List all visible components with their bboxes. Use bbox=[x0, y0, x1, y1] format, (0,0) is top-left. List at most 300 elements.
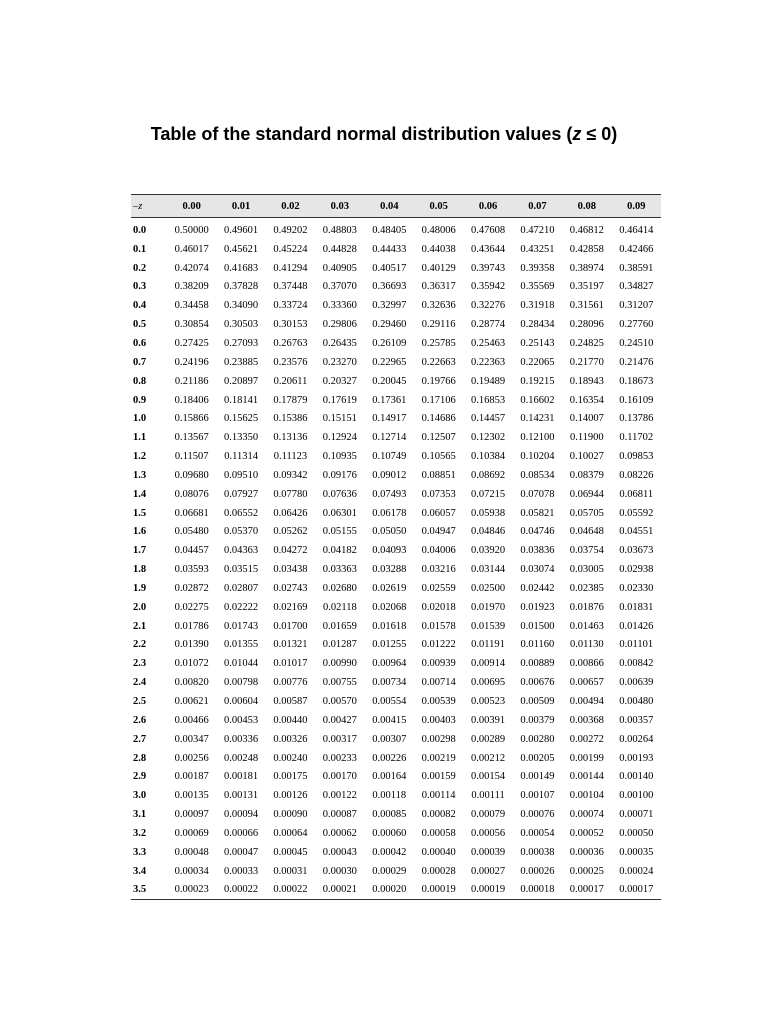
probability-cell: 0.00036 bbox=[569, 846, 604, 858]
probability-cell: 0.09680 bbox=[174, 469, 209, 481]
probability-cell: 0.07780 bbox=[273, 488, 308, 500]
probability-cell: 0.00090 bbox=[273, 809, 308, 821]
probability-cell: 0.00047 bbox=[224, 846, 259, 858]
probability-cell: 0.00539 bbox=[421, 696, 456, 708]
probability-cell: 0.04093 bbox=[372, 545, 407, 557]
probability-cell: 0.14457 bbox=[470, 413, 506, 425]
probability-cell: 0.06552 bbox=[224, 507, 259, 519]
probability-cell: 0.00069 bbox=[174, 827, 209, 839]
probability-cell: 0.00058 bbox=[421, 827, 456, 839]
probability-cell: 0.25143 bbox=[520, 337, 555, 349]
probability-cell: 0.27425 bbox=[174, 337, 209, 349]
probability-cell: 0.21476 bbox=[619, 356, 654, 368]
probability-cell: 0.00368 bbox=[569, 714, 604, 726]
z-value-cell: 2.2 bbox=[133, 639, 147, 651]
probability-cell: 0.00045 bbox=[273, 846, 308, 858]
probability-cell: 0.00031 bbox=[273, 865, 308, 877]
probability-cell: 0.01786 bbox=[174, 620, 209, 632]
table-row bbox=[131, 391, 661, 410]
probability-cell: 0.05938 bbox=[470, 507, 506, 519]
probability-cell: 0.00126 bbox=[273, 790, 308, 802]
probability-cell: 0.00071 bbox=[619, 809, 654, 821]
probability-cell: 0.43644 bbox=[470, 243, 506, 255]
probability-cell: 0.19215 bbox=[520, 375, 555, 387]
probability-cell: 0.00019 bbox=[414, 881, 463, 900]
probability-cell: 0.17879 bbox=[273, 394, 308, 406]
z-value-cell: 0.8 bbox=[133, 375, 147, 387]
z-value-cell: 3.2 bbox=[133, 827, 147, 839]
table-row bbox=[131, 579, 661, 598]
probability-cell: 0.03673 bbox=[619, 545, 654, 557]
header-row bbox=[131, 195, 661, 218]
probability-cell: 0.00149 bbox=[520, 771, 555, 783]
z-value-cell: 0.1 bbox=[133, 243, 147, 255]
probability-cell: 0.46812 bbox=[569, 224, 604, 236]
z-value-cell: 3.1 bbox=[133, 809, 147, 821]
probability-cell: 0.19489 bbox=[470, 375, 506, 387]
z-value-cell: 1.7 bbox=[133, 545, 147, 557]
probability-cell: 0.26763 bbox=[273, 337, 308, 349]
probability-cell: 0.04457 bbox=[174, 545, 209, 557]
probability-cell: 0.08226 bbox=[619, 469, 654, 481]
probability-cell: 0.22363 bbox=[470, 356, 506, 368]
probability-cell: 0.00019 bbox=[463, 881, 512, 900]
probability-cell: 0.00028 bbox=[421, 865, 456, 877]
probability-cell: 0.01578 bbox=[421, 620, 456, 632]
z-value-cell: 3.0 bbox=[133, 790, 147, 802]
table-row bbox=[131, 654, 661, 673]
probability-cell: 0.00494 bbox=[569, 696, 604, 708]
probability-cell: 0.08076 bbox=[174, 488, 209, 500]
probability-cell: 0.03005 bbox=[569, 564, 604, 576]
probability-cell: 0.32636 bbox=[421, 300, 456, 312]
probability-cell: 0.12302 bbox=[470, 432, 506, 444]
probability-cell: 0.00026 bbox=[520, 865, 555, 877]
probability-cell: 0.18406 bbox=[174, 394, 209, 406]
probability-cell: 0.14231 bbox=[520, 413, 555, 425]
z-value-cell: 1.8 bbox=[133, 564, 147, 576]
probability-cell: 0.06178 bbox=[372, 507, 407, 519]
probability-cell: 0.00820 bbox=[174, 677, 209, 689]
probability-cell: 0.03216 bbox=[421, 564, 456, 576]
probability-cell: 0.23576 bbox=[273, 356, 308, 368]
probability-cell: 0.09853 bbox=[619, 451, 654, 463]
probability-cell: 0.01321 bbox=[273, 639, 308, 651]
probability-cell: 0.00114 bbox=[421, 790, 456, 802]
z-value-cell: 0.4 bbox=[133, 300, 147, 312]
probability-cell: 0.00798 bbox=[224, 677, 259, 689]
probability-cell: 0.00082 bbox=[421, 809, 456, 821]
probability-cell: 0.00062 bbox=[322, 827, 357, 839]
probability-cell: 0.01426 bbox=[619, 620, 654, 632]
probability-cell: 0.01700 bbox=[273, 620, 308, 632]
column-header: 0.02 bbox=[266, 195, 315, 218]
z-value-cell: 2.0 bbox=[133, 601, 147, 613]
table-row bbox=[131, 372, 661, 391]
z-value-cell: 0.6 bbox=[133, 337, 147, 349]
probability-cell: 0.37828 bbox=[224, 281, 259, 293]
table-row bbox=[131, 334, 661, 353]
z-value-cell: 0.9 bbox=[133, 394, 147, 406]
probability-cell: 0.02385 bbox=[569, 582, 604, 594]
probability-cell: 0.48006 bbox=[421, 224, 456, 236]
probability-cell: 0.00990 bbox=[322, 658, 357, 670]
z-value-cell: 1.3 bbox=[133, 469, 147, 481]
probability-cell: 0.00054 bbox=[520, 827, 555, 839]
probability-cell: 0.01044 bbox=[224, 658, 259, 670]
probability-cell: 0.04648 bbox=[569, 526, 604, 538]
column-header: 0.07 bbox=[513, 195, 562, 218]
probability-cell: 0.01970 bbox=[470, 601, 506, 613]
probability-cell: 0.00676 bbox=[520, 677, 555, 689]
probability-cell: 0.44828 bbox=[322, 243, 357, 255]
table-row bbox=[131, 259, 661, 278]
probability-cell: 0.04272 bbox=[273, 545, 308, 557]
probability-cell: 0.01355 bbox=[224, 639, 259, 651]
probability-cell: 0.26109 bbox=[372, 337, 407, 349]
probability-cell: 0.13786 bbox=[619, 413, 654, 425]
probability-cell: 0.00695 bbox=[470, 677, 506, 689]
probability-cell: 0.00050 bbox=[619, 827, 654, 839]
probability-cell: 0.41683 bbox=[224, 262, 259, 274]
probability-cell: 0.00170 bbox=[322, 771, 357, 783]
probability-cell: 0.24196 bbox=[174, 356, 209, 368]
probability-cell: 0.49202 bbox=[273, 224, 308, 236]
probability-cell: 0.16109 bbox=[619, 394, 654, 406]
probability-cell: 0.11702 bbox=[619, 432, 654, 444]
probability-cell: 0.31918 bbox=[520, 300, 555, 312]
probability-cell: 0.03144 bbox=[470, 564, 506, 576]
probability-cell: 0.03836 bbox=[520, 545, 555, 557]
probability-cell: 0.23270 bbox=[322, 356, 357, 368]
probability-cell: 0.02222 bbox=[224, 601, 259, 613]
probability-cell: 0.00272 bbox=[569, 733, 604, 745]
table-row bbox=[131, 466, 661, 485]
z-value-cell: 1.9 bbox=[133, 582, 147, 594]
probability-cell: 0.19766 bbox=[421, 375, 456, 387]
probability-cell: 0.00307 bbox=[372, 733, 407, 745]
probability-cell: 0.35569 bbox=[520, 281, 555, 293]
column-header: 0.03 bbox=[315, 195, 364, 218]
table-body bbox=[131, 218, 661, 900]
probability-cell: 0.00187 bbox=[174, 771, 209, 783]
probability-cell: 0.00240 bbox=[273, 752, 308, 764]
probability-cell: 0.00914 bbox=[470, 658, 506, 670]
probability-cell: 0.41294 bbox=[273, 262, 308, 274]
probability-cell: 0.01463 bbox=[569, 620, 604, 632]
probability-cell: 0.03438 bbox=[273, 564, 308, 576]
probability-cell: 0.00219 bbox=[421, 752, 456, 764]
probability-cell: 0.00440 bbox=[273, 714, 308, 726]
probability-cell: 0.02872 bbox=[174, 582, 209, 594]
probability-cell: 0.01072 bbox=[174, 658, 209, 670]
probability-cell: 0.22065 bbox=[520, 356, 555, 368]
probability-cell: 0.05155 bbox=[322, 526, 357, 538]
title-suffix: ≤ 0) bbox=[581, 124, 618, 144]
probability-cell: 0.00131 bbox=[224, 790, 259, 802]
probability-cell: 0.10565 bbox=[421, 451, 456, 463]
probability-cell: 0.00022 bbox=[266, 881, 315, 900]
z-value-cell: 2.5 bbox=[133, 696, 147, 708]
probability-cell: 0.02807 bbox=[224, 582, 259, 594]
probability-cell: 0.02938 bbox=[619, 564, 654, 576]
probability-cell: 0.03288 bbox=[372, 564, 407, 576]
probability-cell: 0.05262 bbox=[273, 526, 308, 538]
probability-cell: 0.02619 bbox=[372, 582, 407, 594]
probability-cell: 0.00415 bbox=[372, 714, 407, 726]
probability-cell: 0.31561 bbox=[569, 300, 604, 312]
probability-cell: 0.10935 bbox=[322, 451, 357, 463]
probability-cell: 0.11507 bbox=[174, 451, 209, 463]
probability-cell: 0.45621 bbox=[224, 243, 259, 255]
probability-cell: 0.08851 bbox=[421, 469, 456, 481]
probability-cell: 0.21186 bbox=[174, 375, 209, 387]
probability-cell: 0.00264 bbox=[619, 733, 654, 745]
probability-cell: 0.00509 bbox=[520, 696, 555, 708]
probability-cell: 0.00453 bbox=[224, 714, 259, 726]
probability-cell: 0.00042 bbox=[372, 846, 407, 858]
table-row bbox=[131, 786, 661, 805]
page-title bbox=[0, 124, 768, 145]
probability-cell: 0.10204 bbox=[520, 451, 555, 463]
probability-cell: 0.38209 bbox=[174, 281, 209, 293]
probability-cell: 0.34090 bbox=[224, 300, 259, 312]
probability-cell: 0.21770 bbox=[569, 356, 604, 368]
probability-cell: 0.20045 bbox=[372, 375, 407, 387]
probability-cell: 0.13350 bbox=[224, 432, 259, 444]
probability-cell: 0.35942 bbox=[470, 281, 506, 293]
probability-cell: 0.17361 bbox=[372, 394, 407, 406]
column-header: 0.01 bbox=[216, 195, 265, 218]
table-row bbox=[131, 278, 661, 297]
probability-cell: 0.00107 bbox=[520, 790, 555, 802]
z-value-cell: 2.7 bbox=[133, 733, 147, 745]
probability-cell: 0.00175 bbox=[273, 771, 308, 783]
probability-cell: 0.27760 bbox=[619, 319, 654, 331]
probability-cell: 0.13567 bbox=[174, 432, 209, 444]
probability-cell: 0.14007 bbox=[569, 413, 604, 425]
probability-cell: 0.46414 bbox=[619, 224, 654, 236]
probability-cell: 0.02500 bbox=[470, 582, 506, 594]
probability-cell: 0.09012 bbox=[372, 469, 407, 481]
probability-cell: 0.09510 bbox=[224, 469, 259, 481]
column-header: 0.00 bbox=[167, 195, 216, 218]
probability-cell: 0.23885 bbox=[224, 356, 259, 368]
column-header: 0.05 bbox=[414, 195, 463, 218]
probability-cell: 0.00554 bbox=[372, 696, 407, 708]
probability-cell: 0.39358 bbox=[520, 262, 555, 274]
probability-cell: 0.00020 bbox=[365, 881, 414, 900]
probability-cell: 0.02442 bbox=[520, 582, 555, 594]
probability-cell: 0.08379 bbox=[569, 469, 604, 481]
probability-cell: 0.02118 bbox=[322, 601, 357, 613]
probability-cell: 0.00074 bbox=[569, 809, 604, 821]
probability-cell: 0.00085 bbox=[372, 809, 407, 821]
probability-cell: 0.07078 bbox=[520, 488, 555, 500]
probability-cell: 0.00939 bbox=[421, 658, 456, 670]
probability-cell: 0.05370 bbox=[224, 526, 259, 538]
probability-cell: 0.00025 bbox=[569, 865, 604, 877]
probability-cell: 0.00347 bbox=[174, 733, 209, 745]
title-variable: z bbox=[572, 124, 582, 144]
probability-cell: 0.00159 bbox=[421, 771, 456, 783]
probability-cell: 0.02169 bbox=[273, 601, 308, 613]
probability-cell: 0.29806 bbox=[322, 319, 357, 331]
probability-cell: 0.48405 bbox=[372, 224, 407, 236]
probability-cell: 0.00570 bbox=[322, 696, 357, 708]
probability-cell: 0.00043 bbox=[322, 846, 357, 858]
probability-cell: 0.00842 bbox=[619, 658, 654, 670]
table-row bbox=[131, 749, 661, 768]
probability-cell: 0.00776 bbox=[273, 677, 308, 689]
probability-cell: 0.03074 bbox=[520, 564, 555, 576]
probability-cell: 0.01539 bbox=[470, 620, 506, 632]
probability-cell: 0.01017 bbox=[273, 658, 308, 670]
probability-cell: 0.00100 bbox=[619, 790, 654, 802]
probability-cell: 0.02680 bbox=[322, 582, 357, 594]
probability-cell: 0.03363 bbox=[322, 564, 357, 576]
probability-cell: 0.00024 bbox=[619, 865, 654, 877]
probability-cell: 0.31207 bbox=[619, 300, 654, 312]
z-value-cell: 2.6 bbox=[133, 714, 147, 726]
probability-cell: 0.00193 bbox=[619, 752, 654, 764]
z-value-cell: 2.3 bbox=[133, 658, 147, 670]
probability-cell: 0.00064 bbox=[273, 827, 308, 839]
table-row bbox=[131, 636, 661, 655]
probability-cell: 0.00755 bbox=[322, 677, 357, 689]
probability-cell: 0.00018 bbox=[513, 881, 562, 900]
probability-cell: 0.00391 bbox=[470, 714, 506, 726]
z-value-cell: 2.1 bbox=[133, 620, 147, 632]
table-row bbox=[131, 296, 661, 315]
probability-cell: 0.07215 bbox=[470, 488, 506, 500]
probability-cell: 0.37448 bbox=[273, 281, 308, 293]
probability-cell: 0.01222 bbox=[421, 639, 456, 651]
probability-cell: 0.29460 bbox=[372, 319, 407, 331]
probability-cell: 0.01618 bbox=[372, 620, 407, 632]
probability-cell: 0.00023 bbox=[167, 881, 216, 900]
probability-cell: 0.44433 bbox=[372, 243, 407, 255]
table-row bbox=[131, 692, 661, 711]
probability-cell: 0.20327 bbox=[322, 375, 357, 387]
probability-cell: 0.00199 bbox=[569, 752, 604, 764]
probability-cell: 0.00040 bbox=[421, 846, 456, 858]
probability-cell: 0.00017 bbox=[562, 881, 611, 900]
probability-cell: 0.40905 bbox=[322, 262, 357, 274]
table-row bbox=[131, 353, 661, 372]
probability-cell: 0.04551 bbox=[619, 526, 654, 538]
probability-cell: 0.00523 bbox=[470, 696, 506, 708]
probability-cell: 0.00379 bbox=[520, 714, 555, 726]
probability-cell: 0.04363 bbox=[224, 545, 259, 557]
table-header bbox=[131, 195, 661, 218]
column-header: 0.09 bbox=[612, 195, 661, 218]
probability-cell: 0.16354 bbox=[569, 394, 604, 406]
probability-cell: 0.00144 bbox=[569, 771, 604, 783]
probability-cell: 0.14917 bbox=[372, 413, 407, 425]
z-value-cell: 3.5 bbox=[131, 881, 167, 900]
probability-cell: 0.40129 bbox=[421, 262, 456, 274]
z-value-cell: 2.4 bbox=[133, 677, 147, 689]
probability-cell: 0.00056 bbox=[470, 827, 506, 839]
probability-cell: 0.10749 bbox=[372, 451, 407, 463]
probability-cell: 0.42466 bbox=[619, 243, 654, 255]
table-row bbox=[131, 881, 661, 900]
probability-cell: 0.01130 bbox=[569, 639, 604, 651]
probability-cell: 0.03754 bbox=[569, 545, 604, 557]
probability-cell: 0.00135 bbox=[174, 790, 209, 802]
probability-cell: 0.16853 bbox=[470, 394, 506, 406]
probability-cell: 0.00233 bbox=[322, 752, 357, 764]
probability-cell: 0.33724 bbox=[273, 300, 308, 312]
probability-cell: 0.11123 bbox=[273, 451, 308, 463]
probability-cell: 0.00621 bbox=[174, 696, 209, 708]
probability-cell: 0.00427 bbox=[322, 714, 357, 726]
z-value-cell: 0.0 bbox=[133, 224, 147, 236]
probability-cell: 0.18943 bbox=[569, 375, 604, 387]
probability-cell: 0.00140 bbox=[619, 771, 654, 783]
probability-cell: 0.00164 bbox=[372, 771, 407, 783]
z-value-cell: 1.6 bbox=[133, 526, 147, 538]
probability-cell: 0.47608 bbox=[470, 224, 506, 236]
probability-cell: 0.02559 bbox=[421, 582, 456, 594]
probability-cell: 0.01287 bbox=[322, 639, 357, 651]
probability-cell: 0.04947 bbox=[421, 526, 456, 538]
probability-cell: 0.01191 bbox=[471, 639, 505, 651]
probability-cell: 0.05821 bbox=[520, 507, 555, 519]
probability-cell: 0.04846 bbox=[470, 526, 506, 538]
probability-cell: 0.25463 bbox=[470, 337, 506, 349]
probability-cell: 0.08534 bbox=[520, 469, 555, 481]
probability-cell: 0.10027 bbox=[569, 451, 604, 463]
probability-cell: 0.26435 bbox=[322, 337, 357, 349]
table-row bbox=[131, 711, 661, 730]
probability-cell: 0.24510 bbox=[619, 337, 654, 349]
probability-cell: 0.00035 bbox=[619, 846, 654, 858]
probability-cell: 0.02743 bbox=[273, 582, 308, 594]
probability-cell: 0.01101 bbox=[619, 639, 654, 651]
table-row bbox=[131, 315, 661, 334]
probability-cell: 0.01255 bbox=[372, 639, 407, 651]
z-value-cell: 1.0 bbox=[133, 413, 147, 425]
probability-cell: 0.00060 bbox=[372, 827, 407, 839]
table-row bbox=[131, 824, 661, 843]
probability-cell: 0.01659 bbox=[322, 620, 357, 632]
probability-cell: 0.06057 bbox=[421, 507, 456, 519]
probability-cell: 0.00094 bbox=[224, 809, 259, 821]
probability-cell: 0.15386 bbox=[273, 413, 308, 425]
probability-cell: 0.02330 bbox=[619, 582, 654, 594]
probability-cell: 0.01923 bbox=[520, 601, 555, 613]
probability-cell: 0.06681 bbox=[174, 507, 209, 519]
probability-cell: 0.00039 bbox=[470, 846, 506, 858]
probability-cell: 0.00033 bbox=[224, 865, 259, 877]
probability-cell: 0.00034 bbox=[174, 865, 209, 877]
probability-cell: 0.02068 bbox=[372, 601, 407, 613]
probability-cell: 0.12714 bbox=[372, 432, 407, 444]
normal-table-container bbox=[131, 194, 661, 900]
probability-cell: 0.00027 bbox=[470, 865, 506, 877]
table-row bbox=[131, 617, 661, 636]
z-value-cell: 0.3 bbox=[133, 281, 147, 293]
table-row bbox=[131, 541, 661, 560]
probability-cell: 0.12100 bbox=[520, 432, 555, 444]
probability-cell: 0.00111 bbox=[471, 790, 505, 802]
probability-cell: 0.07636 bbox=[322, 488, 357, 500]
probability-cell: 0.01876 bbox=[569, 601, 604, 613]
probability-cell: 0.00038 bbox=[520, 846, 555, 858]
probability-cell: 0.00964 bbox=[372, 658, 407, 670]
